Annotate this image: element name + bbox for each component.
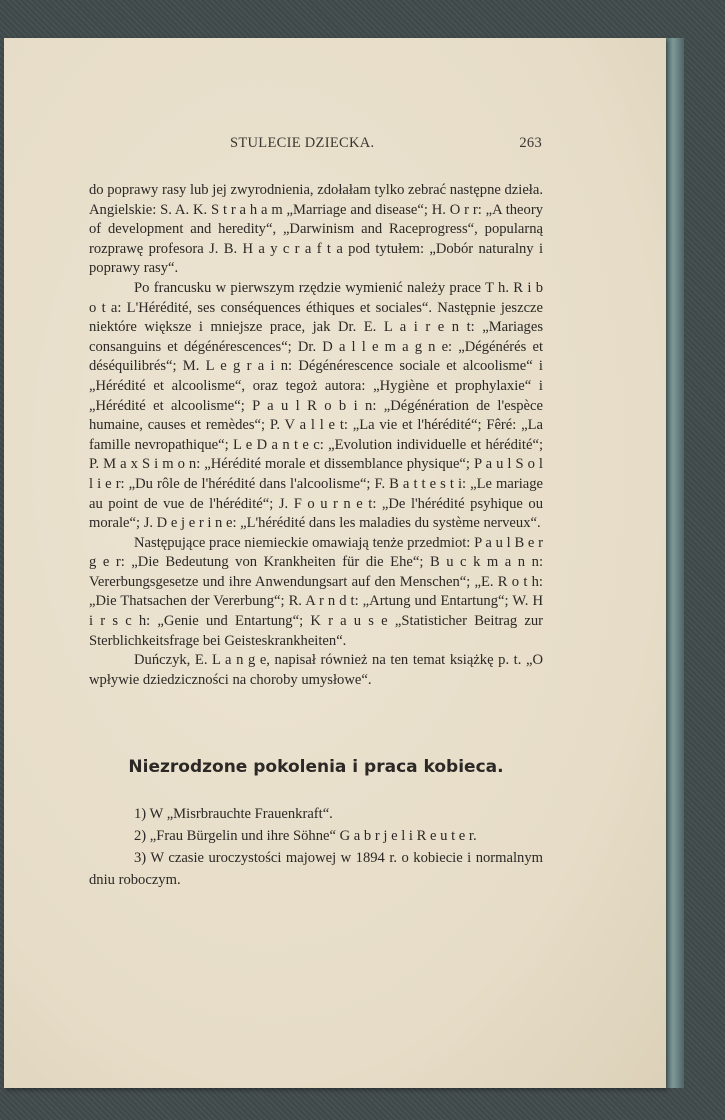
footnotes [89, 803, 543, 891]
paragraph: Następujące prace niemieckie omawiają tenże przedmiot: P a u l B e r g e r: „Die Bedeutung von Krankheiten für die Ehe“; B u c k m a n n: Vererbungsgesetze und ihre Anwendungsart auf den Menschen“; „E. R o t h: „Die Thatsachen der Vererbung“; R. A r n d t: „Artung und Entartung“; W. H i r s c h: „Genie und Entartung“; K r a u s e „Statisticher Beitrag zur Sterblichkeitsfrage bei Geisteskrankheiten“. [89, 534, 543, 649]
section-heading: Niezrodzone pokolenia i praca kobieca. [128, 757, 504, 777]
paragraph: Duńczyk, E. L a n g e, napisał również na ten temat książkę p. t. „O wpływie dziedziczności na choroby umysłowe“. [89, 652, 543, 688]
body-text [89, 181, 543, 690]
page-number: 263 [519, 135, 542, 151]
book-spine [666, 38, 684, 1088]
footnote: 1) W „Misrbrauchte Frauenkraft“. [134, 806, 333, 822]
footnote: 3) W czasie uroczystości majowej w 1894 r. o kobiecie i normalnym dniu roboczym. [89, 850, 543, 888]
header-title: STULECIE DZIECKA. [230, 135, 375, 151]
footnote: 2) „Frau Bürgelin und ihre Söhne“ G a b r j e l i R e u t e r. [134, 828, 477, 844]
paragraph: Po francusku w pierwszym rzędzie wymienić należy prace T h. R i b o t a: L'Hérédité, ses conséquences éthiques et sociales“. Następnie jeszcze niektóre większe i mniejsze prace, jak Dr. E. L a i r e n t: „Mariages consanguins et dégénérescences“; Dr. D a l l e m a g n e: „Dégénérés et déséquilibrés“; M. L e g r a i n: Dégénérescence sociale et alcoolisme“ i „Hérédité et alcoolisme“, oraz tegoż autora: „Hygiène et prophylaxie“ i „Hérédité et alcoolisme“; P a u l R o b i n: „Dégénération de l'espèce humaine, causes et remèdes“; P. V a l l e t: „La vie et l'hérédité“; Fêré: „La famille nevropathique“; L e D a n t e c: „Evolution individuelle et hérédité“; P. M a x S i m o n: „Hérédité morale et dissemblance physique“; P a u l S o l l i e r: „Du rôle de l'hérédité dans l'alcoolisme“; F. B a t t e s t i: „Le mariage au point de vue de l'hérédité“; J. F o u r n e t: „De l'hérédité psyhique ou morale“; J. D e j e r i n e: „L'hérédité dans les maladies du système nerveux“. [89, 279, 543, 532]
paragraph: do poprawy rasy lub jej zwyrodnienia, zdołałam tylko zebrać następne dzieła. Angielskie: S. A. K. S t r a h a m „Marriage and disease“; H. O r r: „A theory of development and heredity“, „Darwinism and Raceprogress“, popularną rozprawę profesora J. B. H a y c r a f t a pod tytułem: „Dobór naturalny i poprawy rasy“. [89, 182, 543, 277]
